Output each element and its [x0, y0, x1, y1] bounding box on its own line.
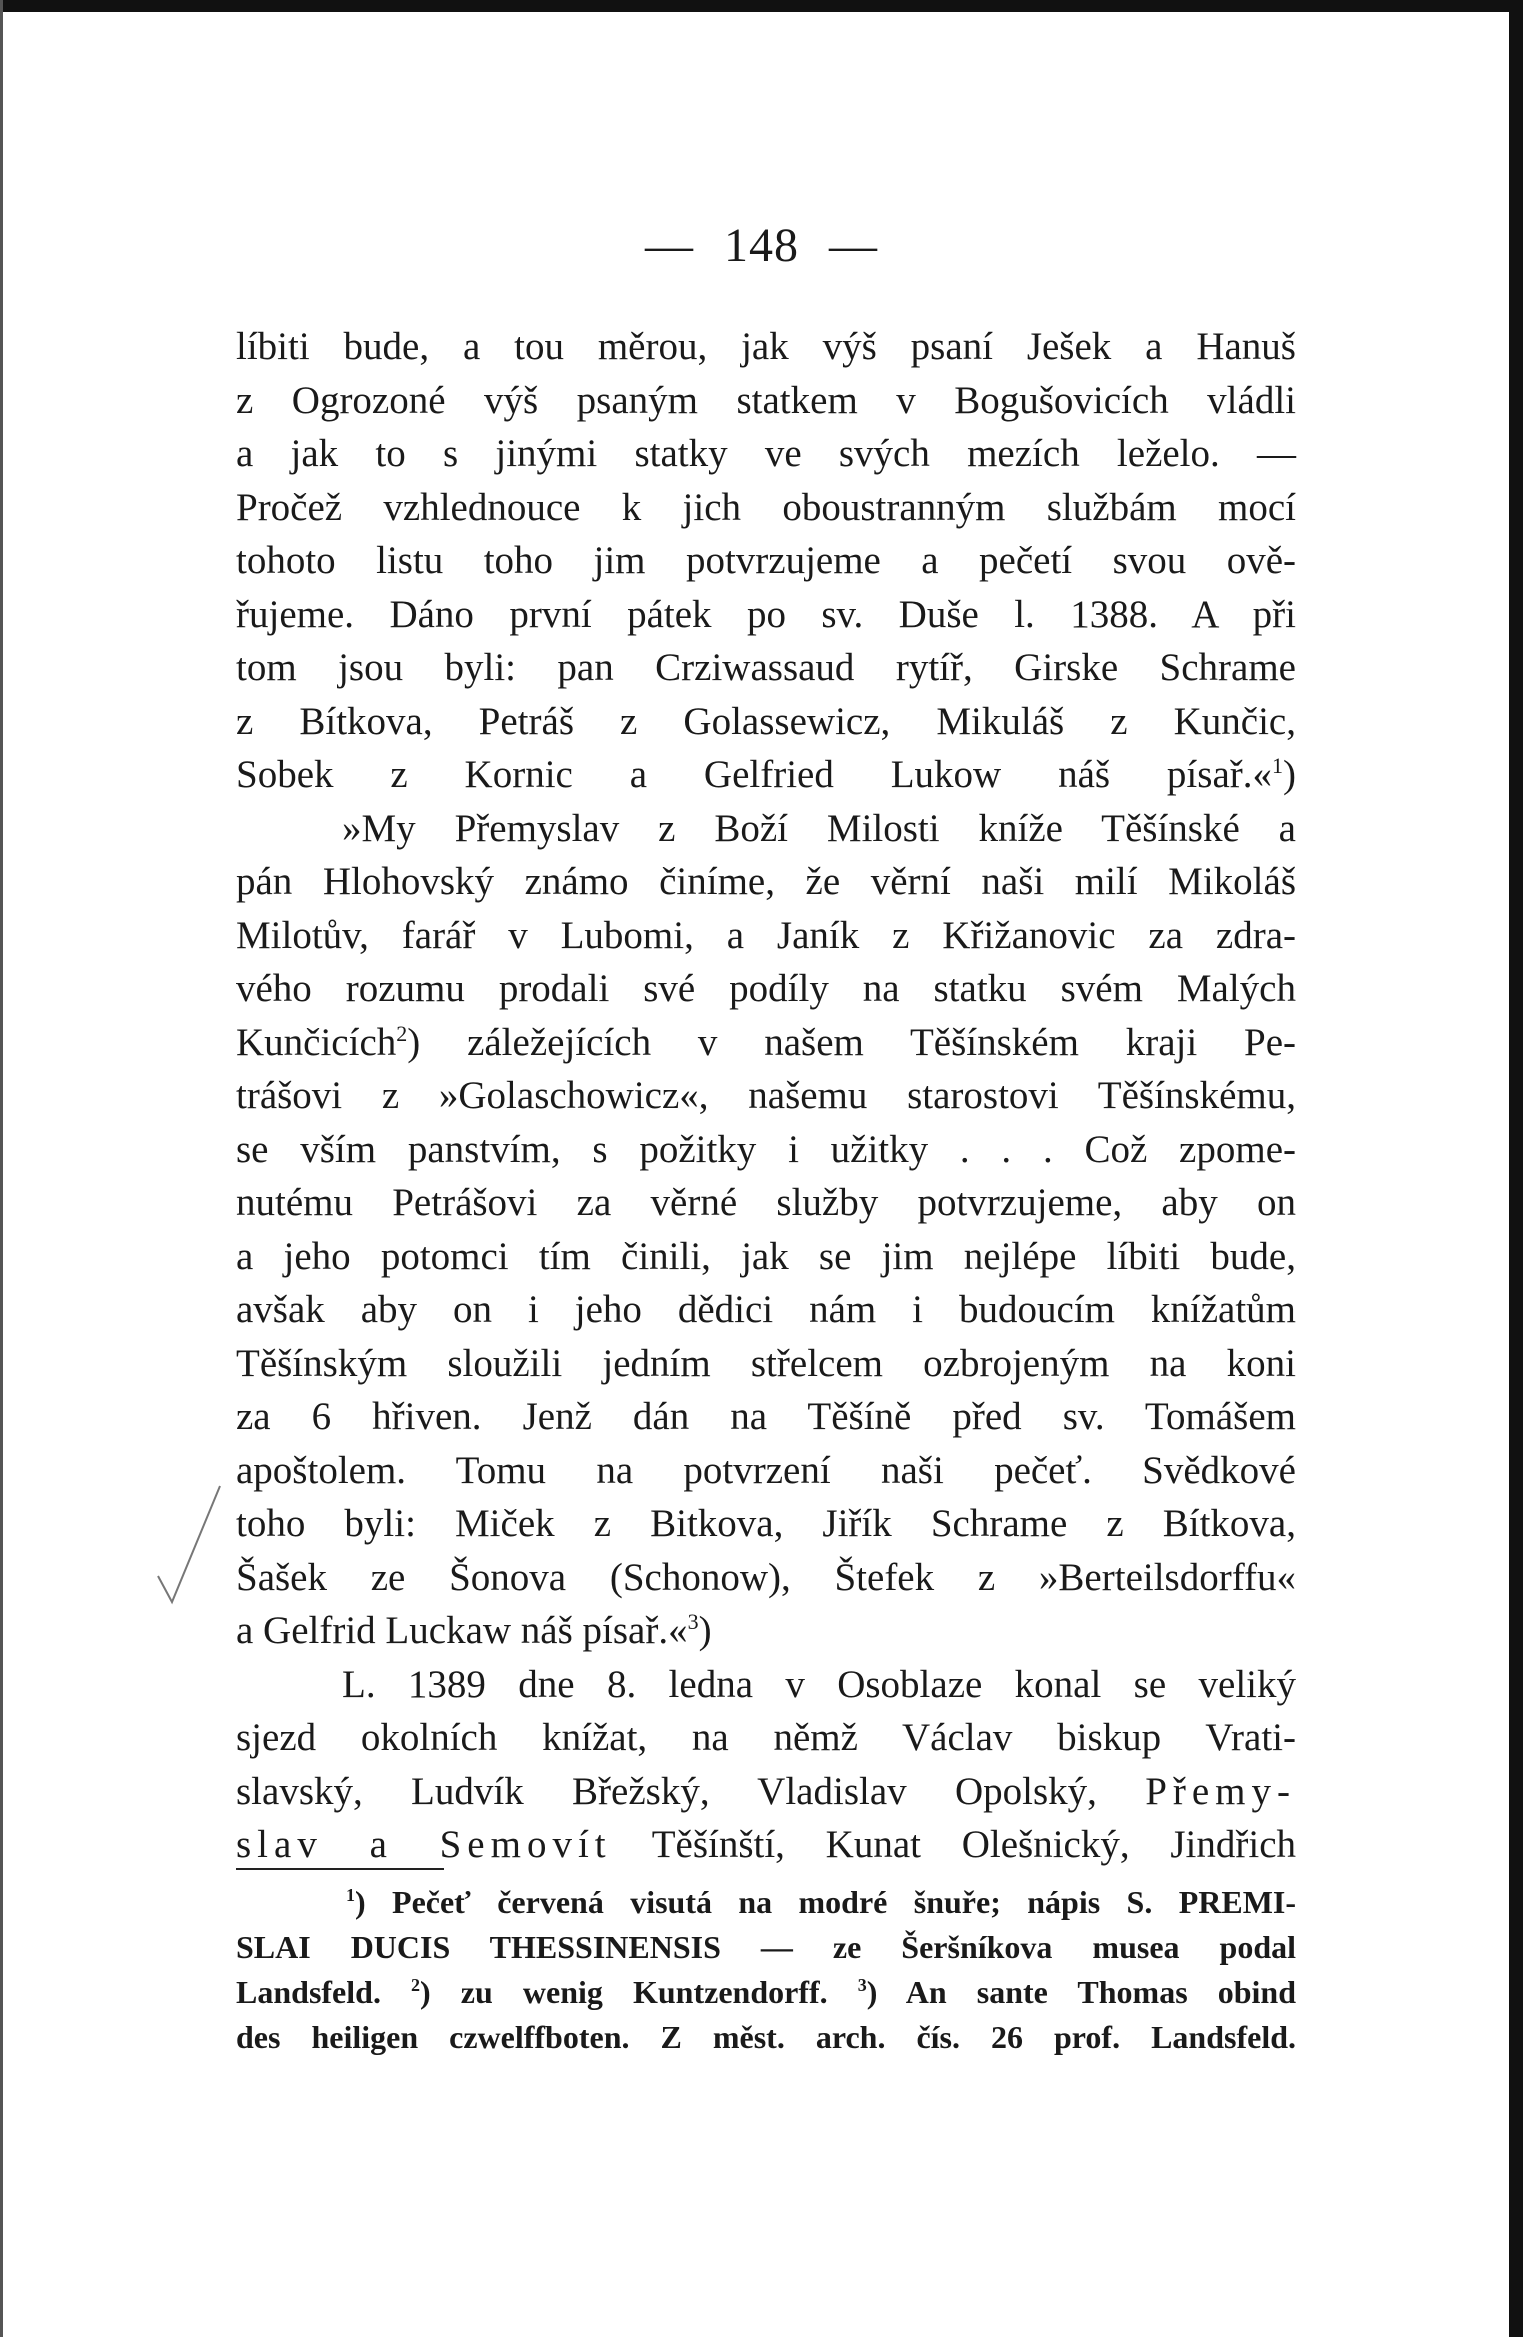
text-line: se vším panstvím, s požitky i užitky . . . Což zpome-	[236, 1127, 1296, 1171]
page-number-header	[0, 218, 1523, 273]
text-line: Šašek ze Šonova (Schonow), Štefek z »Berteilsdorffu«	[236, 1555, 1296, 1599]
text-line-with-note	[236, 1016, 1296, 1070]
footnotes	[236, 1880, 1296, 2060]
text-line: za 6 hřiven. Jenž dán na Těšíně před sv. Tomášem	[236, 1395, 1296, 1438]
note-paren: )	[698, 1609, 712, 1652]
footnote-line	[236, 1880, 1296, 1925]
scan-border-top	[0, 0, 1523, 12]
footnote-line: SLAI DUCIS THESSINENSIS — ze Šeršníkova musea podal	[236, 1929, 1296, 1965]
footnote-marker-1: 1	[346, 1885, 355, 1905]
text-line: a jeho potomci tím činili, jak se jim nejlépe líbiti bude,	[236, 1234, 1296, 1278]
text-fragment: a Gelfrid Luckaw náš písař.«	[236, 1609, 688, 1652]
spaced-name: slav a Semovít	[236, 1823, 612, 1866]
text-line-with-note	[236, 1604, 1296, 1658]
footnote-ref-3: 3	[687, 1609, 699, 1634]
text-fragment: slavský, Ludvík Břežský, Vladislav Opolský,	[236, 1769, 1097, 1813]
body-text	[236, 320, 1296, 1872]
text-line: pán Hlohovský známo činíme, že věrní naši milí Mikoláš	[236, 860, 1296, 903]
text-line: trášovi z »Golaschowicz«, našemu starostovi Těšínskému,	[236, 1074, 1296, 1117]
text-line: nutému Petrášovi za věrné služby potvrzujeme, aby on	[236, 1181, 1296, 1224]
text-line: tohoto listu toho jim potvrzujeme a pečetí svou ově-	[236, 539, 1296, 582]
text-line: z Bítkova, Petráš z Golassewicz, Mikuláš z Kunčic,	[236, 699, 1296, 743]
text-line: vého rozumu prodali své podíly na statku svém Malých	[236, 967, 1296, 1010]
text-fragment: Sobek z Kornic a Gelfried Lukow náš písař.«	[236, 753, 1272, 796]
footnote-text: ) An sante Thomas obind	[866, 1974, 1297, 2010]
footnote-marker-2: 2	[411, 1975, 421, 1995]
text-line: apoštolem. Tomu na potvrzení naši pečeť. Svědkové	[236, 1448, 1296, 1492]
text-line-spaced	[236, 1765, 1296, 1819]
text-line: tom jsou byli: pan Crziwassaud rytíř, Girske Schrame	[236, 646, 1296, 689]
text-line: Těšínským sloužili jedním střelcem ozbrojeným na koni	[236, 1341, 1296, 1385]
footnote-ref-1: 1	[1272, 753, 1283, 778]
footnote-text: ) Pečeť červená visutá na modré šnuře; nápis S. PREMI-	[355, 1884, 1296, 1920]
text-fragment: Kunčicích	[236, 1020, 397, 1064]
footnote-ref-2: 2	[396, 1020, 408, 1046]
footnote-line	[236, 1970, 1296, 2015]
footnote-text: ) zu wenig Kuntzendorff.	[420, 1974, 828, 2010]
text-line-spaced	[236, 1818, 1296, 1872]
text-line: a jak to s jinými statky ve svých mezích leželo. —	[236, 432, 1296, 475]
scan-border-right	[1509, 0, 1523, 2337]
text-line: avšak aby on i jeho dědici nám i budoucím knížatům	[236, 1288, 1296, 1331]
text-line: toho byli: Miček z Bitkova, Jiřík Schrame z Bítkova,	[236, 1502, 1296, 1545]
footnote-marker-3: 3	[857, 1975, 867, 1995]
scan-border-left	[0, 0, 3, 2337]
footnote-separator	[236, 1868, 444, 1870]
text-fragment: Těšínští, Kunat Olešnický, Jindřich	[651, 1823, 1297, 1866]
header-dash-right: —	[829, 219, 878, 272]
text-line-with-note	[236, 748, 1296, 802]
text-fragment: ) záležejících v našem Těšínském kraji Pe-	[407, 1020, 1296, 1064]
footnote-line: des heiligen czwelffboten. Z měst. arch. čís. 26 prof. Landsfeld.	[236, 2019, 1296, 2055]
note-paren: )	[1283, 753, 1296, 796]
spaced-name: Přemy-	[1145, 1769, 1296, 1813]
text-line: Pročež vzhlednouce k jich oboustranným službám mocí	[236, 485, 1296, 529]
text-line: z Ogrozoné výš psaným statkem v Bogušovicích vládli	[236, 378, 1296, 422]
text-line: líbiti bude, a tou měrou, jak výš psaní Ješek a Hanuš	[236, 325, 1296, 368]
pencil-check-mark	[150, 1480, 230, 1620]
text-line: řujeme. Dáno první pátek po sv. Duše l. 1388. A při	[236, 592, 1296, 636]
footnote-text: Landsfeld.	[236, 1974, 381, 2010]
page-number: 148	[724, 219, 799, 272]
header-dash-left: —	[645, 219, 694, 272]
paragraph-start-line: »My Přemyslav z Boží Milosti kníže Těšínské a	[342, 806, 1296, 850]
text-line: Milotův, farář v Lubomi, a Janík z Křižanovic za zdra-	[236, 913, 1296, 957]
paragraph-start-line: L. 1389 dne 8. ledna v Osoblaze konal se veliký	[342, 1662, 1296, 1706]
text-line: sjezd okolních knížat, na němž Václav biskup Vrati-	[236, 1716, 1296, 1759]
